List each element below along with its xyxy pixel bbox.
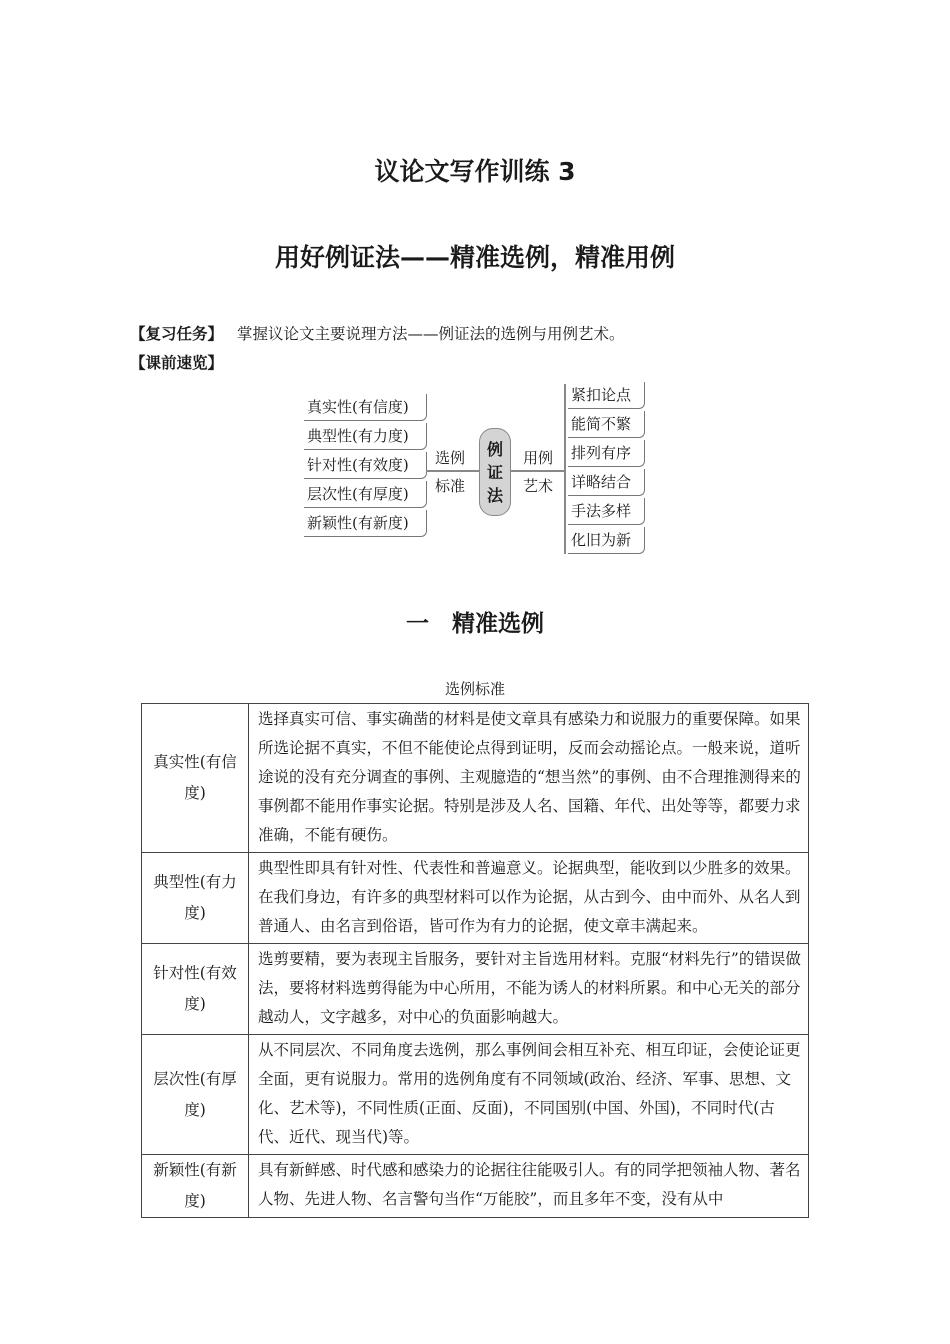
- mindmap-right-item: 详略结合: [568, 469, 645, 496]
- description-cell: 从不同层次、不同角度去选例，那么事例间会相互补充、相互印证，会使论证更全面，更有说服力。常用的选例角度有不同领域(政治、经济、军事、思想、文化、艺术等)，不同性质(正面、反面)，不同国别(中国、外国)，不同时代(古代、近代、现当代)等。: [249, 1035, 809, 1155]
- description-cell: 具有新鲜感、时代感和感染力的论据往往能吸引人。有的同学把领袖人物、著名人物、先进人物、名言警句当作“万能胶”，而且多年不变，没有从中: [249, 1155, 809, 1218]
- mindmap-center: [479, 428, 511, 516]
- mindmap-left-label-line: 选例: [434, 449, 465, 467]
- preview-line: [130, 351, 223, 373]
- mindmap-right-item: 紧扣论点: [568, 382, 645, 409]
- table-row: [142, 944, 809, 1035]
- section-heading: 一 精准选例: [406, 611, 544, 637]
- description-cell: 选剪要精，要为表现主旨服务，要针对主旨选用材料。克服“材料先行”的错误做法，要将材料选剪得能为中心所用，不能为诱人的材料所累。和中心无关的部分越动人，文字越多，对中心的负面影响越大。: [249, 944, 809, 1035]
- criterion-cell: 典型性(有力度): [142, 853, 249, 944]
- table-row: [142, 704, 809, 853]
- criterion-cell: 真实性(有信度): [142, 704, 249, 853]
- mindmap-center-char: 例: [486, 439, 503, 459]
- mindmap-left-label: [430, 444, 470, 500]
- criteria-table: [141, 703, 809, 1218]
- table-row: [142, 1155, 809, 1218]
- page-title: 议论文写作训练 3: [374, 157, 576, 186]
- mindmap-right-label-line: 用例: [522, 449, 553, 467]
- mindmap-right-item: 手法多样: [568, 498, 645, 525]
- criterion-cell: 针对性(有效度): [142, 944, 249, 1035]
- table-caption: 选例标准: [444, 680, 505, 698]
- mindmap-right-label: [518, 444, 558, 500]
- criterion-cell: 新颖性(有新度): [142, 1155, 249, 1218]
- page-subtitle: 用好例证法——精准选例，精准用例: [274, 243, 675, 272]
- review-task-line: [130, 322, 625, 344]
- mindmap-right-item: 化旧为新: [568, 527, 645, 554]
- mindmap-right-item: 排列有序: [568, 440, 645, 467]
- mindmap-right-label-line: 艺术: [522, 477, 553, 495]
- mindmap-left-item: 典型性(有力度): [304, 423, 427, 450]
- table-row: [142, 1035, 809, 1155]
- mindmap-left-item: 新颖性(有新度): [304, 510, 427, 537]
- review-task-label: 【复习任务】: [130, 325, 224, 343]
- description-cell: 典型性即具有针对性、代表性和普遍意义。论据典型，能收到以少胜多的效果。在我们身边，有许多的典型材料可以作为论据，从古到今、由中而外、从名人到普通人、由名言到俗语，皆可作为有力的论据，使文章丰满起来。: [249, 853, 809, 944]
- criterion-cell: 层次性(有厚度): [142, 1035, 249, 1155]
- mindmap-center-char: 证: [486, 462, 503, 482]
- description-cell: 选择真实可信、事实确凿的材料是使文章具有感染力和说服力的重要保障。如果所选论据不真实，不但不能使论点得到证明，反而会动摇论点。一般来说，道听途说的没有充分调查的事例、主观臆造的“想当然”的事例、由不合理推测得来的事例都不能用作事实论据。特别是涉及人名、国籍、年代、出处等等，都要力求准确，不能有硬伤。: [249, 704, 809, 853]
- preview-label: 【课前速览】: [130, 354, 224, 372]
- mindmap-left-item: 真实性(有信度): [304, 394, 427, 421]
- table-row: [142, 853, 809, 944]
- mindmap-left-label-line: 标准: [434, 477, 465, 495]
- mindmap-center-char: 法: [486, 485, 503, 505]
- mindmap-right-item: 能简不繁: [568, 411, 645, 438]
- review-task-text: 掌握议论文主要说理方法——例证法的选例与用例艺术。: [237, 325, 625, 343]
- mindmap-left-item: 层次性(有厚度): [304, 481, 427, 508]
- mindmap-left-item: 针对性(有效度): [304, 452, 427, 479]
- mindmap-right-bracket: [564, 384, 566, 554]
